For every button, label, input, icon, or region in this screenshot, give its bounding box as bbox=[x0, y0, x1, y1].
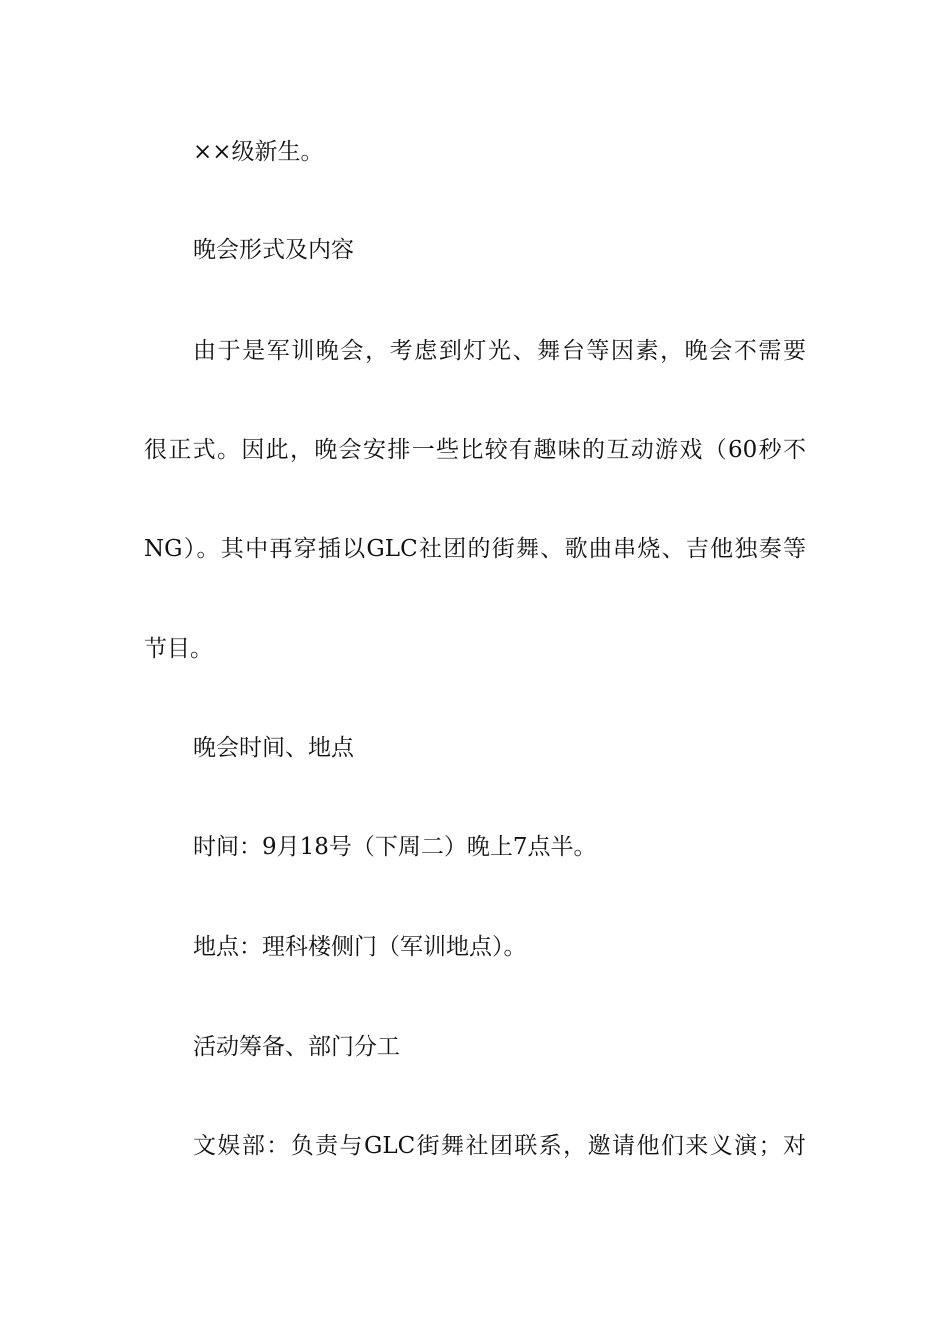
event-time-line: 时间：9月18号（下周二）晚上7点半。 bbox=[193, 834, 597, 860]
paragraph-line-4: 节目。 bbox=[144, 636, 213, 662]
section-heading-time-place: 晚会时间、地点 bbox=[193, 735, 354, 761]
paragraph-line-3: NG）。其中再穿插以GLC社团的街舞、歌曲串烧、吉他独奏等 bbox=[144, 536, 806, 562]
section-heading-format: 晚会形式及内容 bbox=[193, 237, 354, 263]
department-duty-line: 文娱部：负责与GLC街舞社团联系，邀请他们来义演；对 bbox=[193, 1133, 806, 1159]
event-location-line: 地点：理科楼侧门（军训地点）。 bbox=[193, 934, 527, 960]
paragraph-line-2: 很正式。因此，晚会安排一些比较有趣味的互动游戏（60秒不 bbox=[144, 437, 806, 463]
paragraph-line-1: 由于是军训晚会，考虑到灯光、舞台等因素，晚会不需要 bbox=[193, 338, 806, 364]
text-line-audience: ××级新生。 bbox=[193, 139, 324, 165]
section-heading-preparation: 活动筹备、部门分工 bbox=[193, 1034, 400, 1060]
